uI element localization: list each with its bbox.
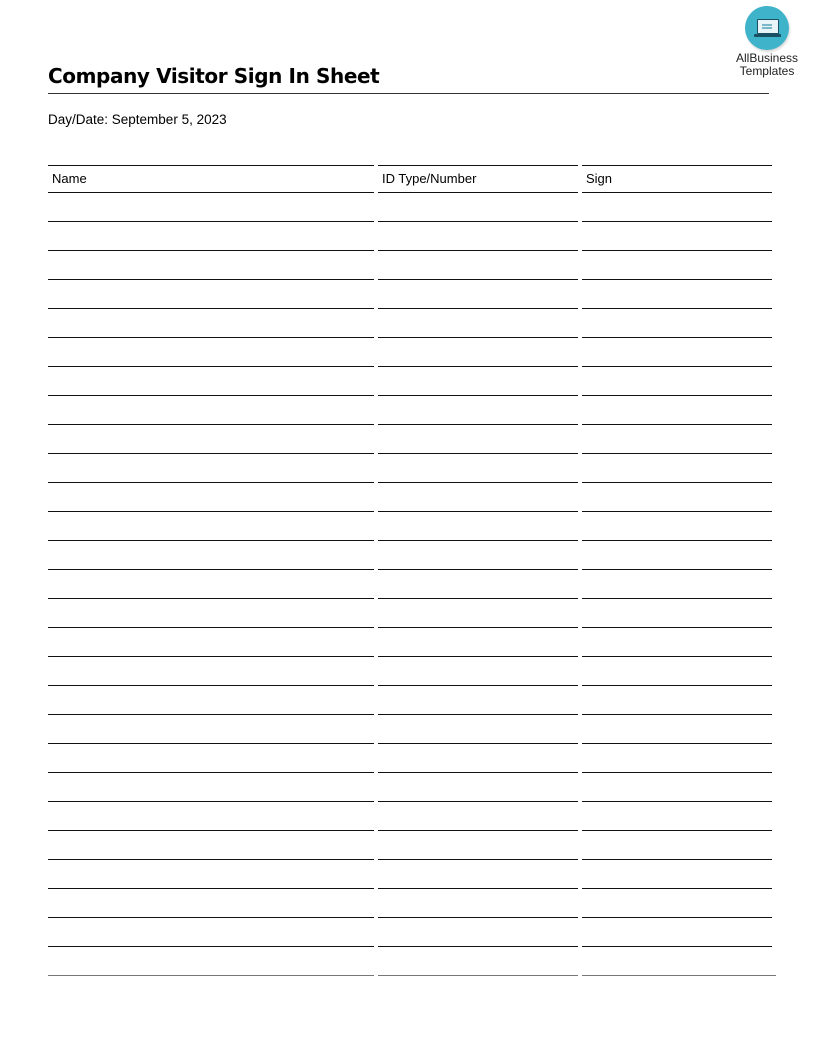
entry-cell[interactable] [378,483,578,512]
header-id-type-number: ID Type/Number [378,165,578,193]
entry-cell[interactable] [378,541,578,570]
entry-cell[interactable] [582,454,772,483]
allbusiness-templates-logo [730,6,804,78]
entry-cell[interactable] [48,367,374,396]
entry-cell[interactable] [582,802,772,831]
entry-cell[interactable] [48,715,374,744]
sign-rows [582,193,772,976]
entry-cell[interactable] [582,715,772,744]
entry-cell[interactable] [378,251,578,280]
entry-cell[interactable] [48,860,374,889]
column-sign [582,165,772,976]
entry-cell[interactable] [378,570,578,599]
entry-cell[interactable] [48,802,374,831]
date-line: Day/Date: September 5, 2023 [48,112,227,127]
entry-cell[interactable] [378,338,578,367]
entry-cell[interactable] [582,193,772,222]
entry-cell[interactable] [378,193,578,222]
column-name [48,165,374,976]
entry-cell[interactable] [378,454,578,483]
entry-cell[interactable] [582,918,772,947]
entry-cell[interactable] [582,860,772,889]
entry-cell[interactable] [48,599,374,628]
entry-cell[interactable] [378,222,578,251]
entry-cell[interactable] [582,512,772,541]
entry-cell[interactable] [378,686,578,715]
entry-cell[interactable] [48,280,374,309]
entry-cell[interactable] [582,280,772,309]
entry-cell[interactable] [378,773,578,802]
entry-cell[interactable] [48,773,374,802]
entry-cell[interactable] [378,715,578,744]
entry-cell[interactable] [582,657,772,686]
entry-cell[interactable] [582,686,772,715]
id-rows [378,193,578,976]
entry-cell[interactable] [48,686,374,715]
entry-cell[interactable] [378,831,578,860]
entry-cell[interactable] [378,918,578,947]
entry-cell[interactable] [48,657,374,686]
entry-cell[interactable] [378,425,578,454]
entry-cell[interactable] [48,251,374,280]
entry-cell[interactable] [378,860,578,889]
entry-cell[interactable] [582,570,772,599]
entry-cell[interactable] [582,396,772,425]
entry-cell[interactable] [48,425,374,454]
entry-cell[interactable] [582,889,772,918]
entry-cell[interactable] [378,889,578,918]
entry-cell[interactable] [582,222,772,251]
header-sign: Sign [582,165,772,193]
entry-cell[interactable] [378,396,578,425]
entry-cell[interactable] [582,338,772,367]
logo-line-1: AllBusiness [735,51,799,65]
entry-cell[interactable] [48,831,374,860]
entry-cell[interactable] [582,599,772,628]
entry-cell[interactable] [48,396,374,425]
header-name: Name [48,165,374,193]
entry-cell[interactable] [48,541,374,570]
entry-cell[interactable] [582,251,772,280]
title-divider [48,93,769,94]
name-rows [48,193,374,976]
entry-cell[interactable] [48,918,374,947]
entry-cell[interactable] [378,367,578,396]
entry-cell[interactable] [582,541,772,570]
entry-cell[interactable] [48,947,374,976]
entry-cell[interactable] [48,483,374,512]
entry-cell[interactable] [48,338,374,367]
entry-cell[interactable] [48,889,374,918]
entry-cell[interactable] [378,280,578,309]
entry-cell[interactable] [582,628,772,657]
entry-cell[interactable] [582,309,772,338]
column-id [378,165,578,976]
entry-cell[interactable] [48,309,374,338]
entry-cell[interactable] [582,367,772,396]
entry-cell[interactable] [378,309,578,338]
entry-cell[interactable] [378,628,578,657]
entry-cell[interactable] [48,628,374,657]
entry-cell[interactable] [378,599,578,628]
logo-line-2: Templates [739,64,795,78]
laptop-icon [745,6,789,50]
entry-cell[interactable] [582,947,776,976]
entry-cell[interactable] [48,454,374,483]
entry-cell[interactable] [378,947,578,976]
entry-cell[interactable] [582,773,772,802]
entry-cell[interactable] [48,193,374,222]
entry-cell[interactable] [582,483,772,512]
entry-cell[interactable] [378,744,578,773]
entry-cell[interactable] [582,744,772,773]
entry-cell[interactable] [378,657,578,686]
page-title: Company Visitor Sign In Sheet [48,64,380,88]
entry-cell[interactable] [378,802,578,831]
entry-cell[interactable] [48,222,374,251]
entry-cell[interactable] [378,512,578,541]
entry-cell[interactable] [582,831,772,860]
entry-cell[interactable] [582,425,772,454]
entry-cell[interactable] [48,570,374,599]
entry-cell[interactable] [48,744,374,773]
entry-cell[interactable] [48,512,374,541]
